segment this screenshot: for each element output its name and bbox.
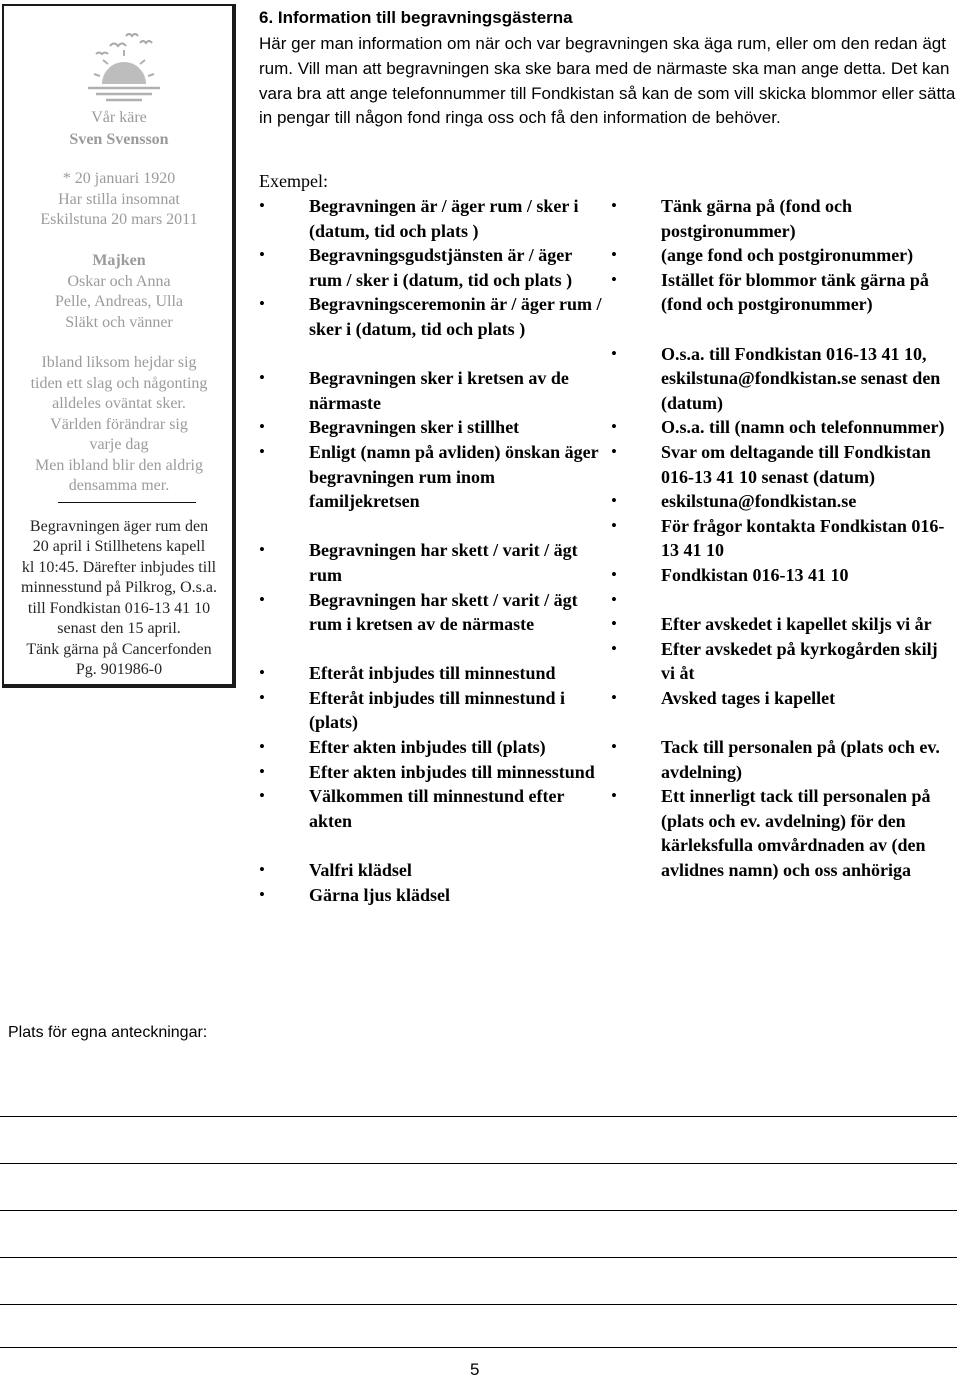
notice-greeting: Vår käre [91,109,147,126]
verse-line: Ibland liksom hejdar sig [41,354,197,371]
example-item: • Fondkistan 016-13 41 10 [611,563,951,588]
mourner-line: Oskar och Anna [67,273,171,290]
birth-date: * 20 januari 1920 [62,170,176,187]
example-list-left [259,194,609,907]
funeral-info-line: senast den 15 april. [57,620,181,637]
example-item: • Begravningen sker i stillhet [259,415,609,440]
example-item: • Begravningsgudstjänsten är / äger rum / sker i (datum, tid och plats ) [259,243,609,292]
example-label: Exempel: [259,171,328,191]
example-item: • Ett innerligt tack till personalen på (plats och ev. avdelning) för den kärleksfulla omvårdnaden av (den avlidnes namn) och oss anhöriga [611,784,951,882]
example-list-right [611,194,951,883]
funeral-info-line: Tänk gärna på Cancerfonden [26,641,212,658]
notes-label: Plats för egna anteckningar: [8,1024,208,1041]
verse-line: alldeles oväntat sker. [52,395,186,412]
funeral-info-line: Begravningen äger rum den [29,518,209,535]
mourner-line: Släkt och vänner [65,314,173,331]
funeral-info-line: kl 10:45. Därefter inbjudes till [21,559,217,576]
sunset-birds-emblem [82,28,166,104]
example-item: • Begravningen har skett / varit / ägt rum i kretsen av de närmaste [259,588,609,637]
page-number: 5 [470,1360,480,1379]
example-item: • Begravningen har skett / varit / ägt rum [259,538,609,587]
verse-line: Men ibland blir den aldrig [35,457,203,474]
example-item: • O.s.a. till (namn och telefonnummer) [611,415,951,440]
example-item: • (ange fond och postgironummer) [611,243,951,268]
note-line[interactable] [0,1116,957,1117]
example-item: • O.s.a. till Fondkistan 016-13 41 10, eskilstuna@fondkistan.se senast den (datum) [611,342,951,416]
example-item: • Efter akten inbjudes till minnesstund [259,760,609,785]
verse-line: Världen förändrar sig [50,416,188,433]
example-item: • För frågor kontakta Fondkistan 016-13 41 10 [611,514,951,563]
spouse-name: Majken [92,252,146,269]
example-item: • Begravningsceremonin är / äger rum / sker i (datum, tid och plats ) [259,292,609,341]
sample-death-notice [2,4,236,688]
example-item: • Tack till personalen på (plats och ev. avdelning) [611,735,951,784]
note-line[interactable] [0,1163,957,1164]
example-item: • Tänk gärna på (fond och postgironummer) [611,194,951,243]
death-line-2: Eskilstuna 20 mars 2011 [40,211,198,228]
example-item: • Valfri klädsel [259,858,609,883]
example-item: • Svar om deltagande till Fondkistan 016-13 41 10 senast (datum) [611,440,951,489]
example-item: • Avsked tages i kapellet [611,686,951,711]
example-item: • Begravningen är / äger rum / sker i (datum, tid och plats ) [259,194,609,243]
example-item: • Efter avskedet i kapellet skiljs vi år [611,612,951,637]
verse-line: tiden ett slag och någonting [30,375,208,392]
example-item: • Enligt (namn på avliden) önskan äger begravningen rum inom familjekretsen [259,440,609,514]
example-item: • eskilstuna@fondkistan.se [611,489,951,514]
deceased-name: Sven Svensson [69,131,169,148]
example-item: • Begravningen sker i kretsen av de närmaste [259,366,609,415]
example-item: • Efter avskedet på kyrkogården skilj vi åt [611,637,951,686]
example-item: • Efteråt inbjudes till minnestund i (plats) [259,686,609,735]
funeral-info-line: 20 april i Stillhetens kapell [32,538,206,555]
example-item [611,588,951,613]
section-intro: Här ger man information om när och var begravningen ska äga rum, eller om den redan ägt rum. Vill man att begravningen ska ske bara med de närmaste ska man ange detta. Det kan vara bra att ange telefonnummer till Fondkistan så kan de som vill skicka blommor eller sätta in pengar till någon fond ringa oss och få den information de behöver. [259,34,956,128]
verse-line: densamma mer. [68,477,170,494]
example-item: • Efter akten inbjudes till (plats) [259,735,609,760]
note-line[interactable] [0,1210,957,1211]
example-item: • Istället för blommor tänk gärna på (fond och postgironummer) [611,268,951,317]
note-line[interactable] [0,1347,957,1348]
example-item: • Välkommen till minnestund efter akten [259,784,609,833]
note-line[interactable] [0,1257,957,1258]
death-line-1: Har stilla insomnat [58,191,180,208]
example-item: • Gärna ljus klädsel [259,883,609,908]
funeral-info-line: minnesstund på Pilkrog, O.s.a. [21,579,217,596]
notice-divider [58,502,196,503]
verse-line: varje dag [89,436,149,453]
example-item: • Efteråt inbjudes till minnestund [259,661,609,686]
mourner-line: Pelle, Andreas, Ulla [55,293,183,310]
section-heading: 6. Information till begravningsgästerna [259,8,573,27]
funeral-info-line: till Fondkistan 016-13 41 10 [27,600,211,617]
note-line[interactable] [0,1304,957,1305]
funeral-info-line: Pg. 901986-0 [75,661,163,678]
